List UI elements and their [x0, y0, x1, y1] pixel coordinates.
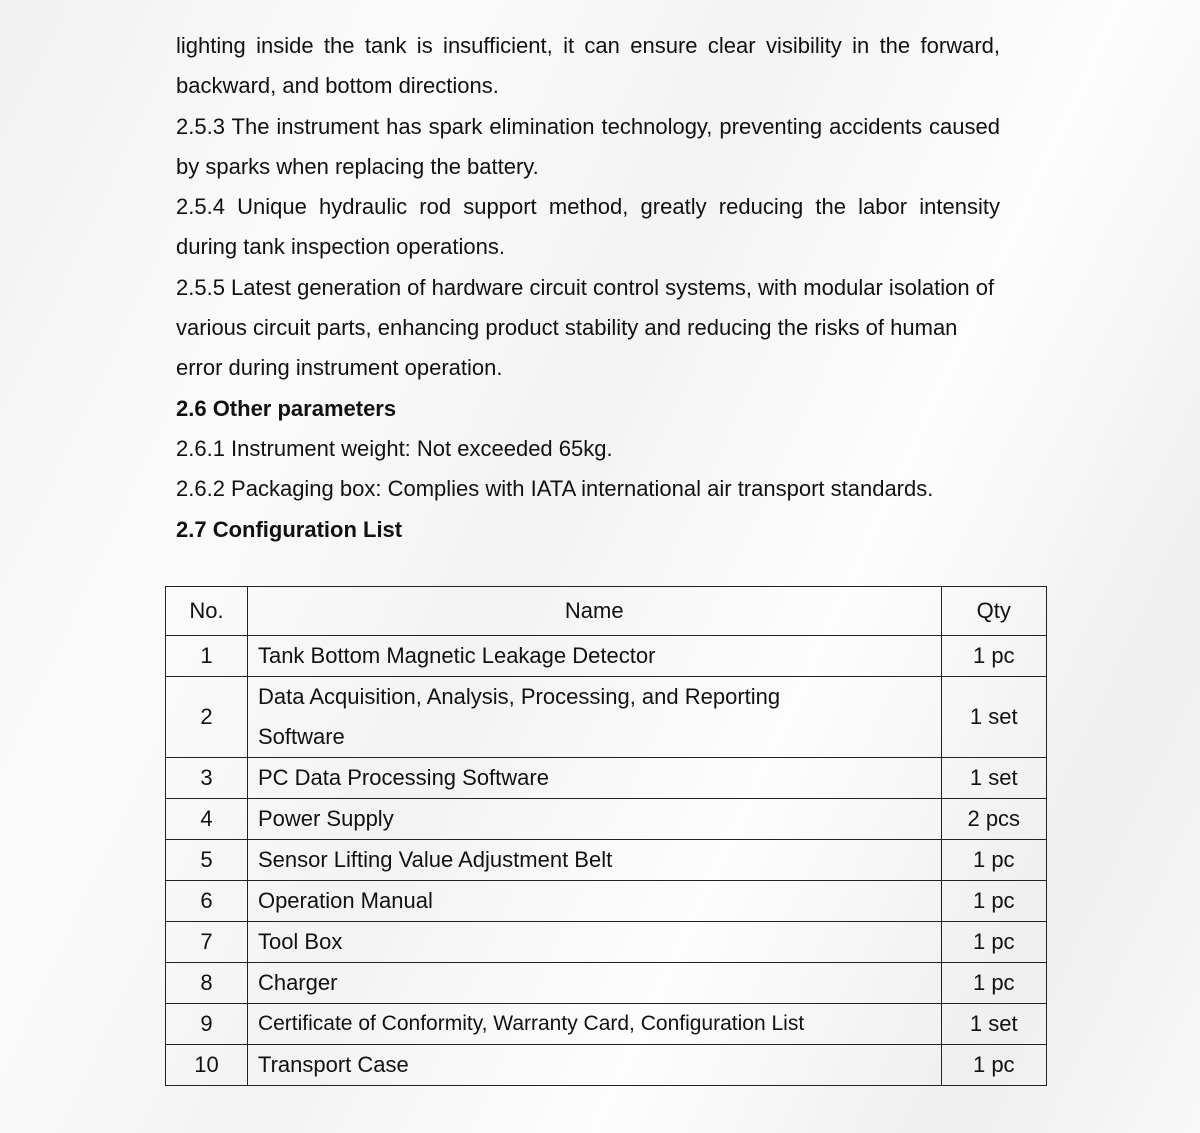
- paragraph-2-6-2: 2.6.2 Packaging box: Complies with IATA international air transport standards.: [176, 476, 934, 502]
- cell-name: Tool Box: [247, 922, 941, 963]
- cell-qty: 1 pc: [941, 636, 1046, 677]
- document-body: [176, 26, 1000, 550]
- cell-no: 9: [166, 1004, 248, 1045]
- heading-2-6: 2.6 Other parameters: [176, 395, 397, 421]
- cell-qty: 1 pc: [941, 881, 1046, 922]
- paragraph-2-6-1: 2.6.1 Instrument weight: Not exceeded 65kg.: [176, 435, 613, 461]
- cell-no: 7: [166, 922, 248, 963]
- header-name: Name: [247, 587, 941, 636]
- cell-no: 8: [166, 963, 248, 1004]
- cell-qty: 1 set: [941, 758, 1046, 799]
- table-row: [166, 963, 1047, 1004]
- configuration-table: [165, 586, 1047, 1086]
- cell-name: Transport Case: [247, 1045, 941, 1086]
- cell-name: Sensor Lifting Value Adjustment Belt: [247, 840, 941, 881]
- cell-no: 10: [166, 1045, 248, 1086]
- cell-no: 4: [166, 799, 248, 840]
- cell-no: 6: [166, 881, 248, 922]
- cell-no: 2: [166, 677, 248, 758]
- table-row: [166, 799, 1047, 840]
- table-row: [166, 758, 1047, 799]
- heading-2-7: 2.7 Configuration List: [176, 516, 403, 542]
- cell-qty: 1 pc: [941, 922, 1046, 963]
- table-row: [166, 636, 1047, 677]
- cell-name: Data Acquisition, Analysis, Processing, and Reporting Software: [247, 677, 941, 758]
- cell-no: 1: [166, 636, 248, 677]
- cell-no: 3: [166, 758, 248, 799]
- cell-qty: 1 set: [941, 677, 1046, 758]
- header-no: No.: [166, 587, 248, 636]
- cell-name: Certificate of Conformity, Warranty Card, Configuration List: [247, 1004, 941, 1045]
- cell-qty: 1 pc: [941, 963, 1046, 1004]
- cell-qty: 1 pc: [941, 840, 1046, 881]
- paragraph-2-5-4: 2.5.4 Unique hydraulic rod support method, greatly reducing the labor intensity during tank inspection operations.: [176, 194, 1000, 260]
- table-row: [166, 1045, 1047, 1086]
- table-row: [166, 840, 1047, 881]
- table-row: [166, 1004, 1047, 1045]
- cell-name: Operation Manual: [247, 881, 941, 922]
- cell-name: Tank Bottom Magnetic Leakage Detector: [247, 636, 941, 677]
- table-row: [166, 881, 1047, 922]
- cell-name: Power Supply: [247, 799, 941, 840]
- paragraph-2-5-3: 2.5.3 The instrument has spark elimination technology, preventing accidents caused by sparks when replacing the battery.: [176, 113, 1000, 179]
- table-row: [166, 677, 1047, 758]
- cell-qty: 1 set: [941, 1004, 1046, 1045]
- table-header-row: [166, 587, 1047, 636]
- cell-no: 5: [166, 840, 248, 881]
- paragraph-lighting: lighting inside the tank is insufficient, it can ensure clear visibility in the forward, backward, and bottom directions.: [176, 33, 1000, 99]
- table-row: [166, 922, 1047, 963]
- cell-name: PC Data Processing Software: [247, 758, 941, 799]
- cell-name: Charger: [247, 963, 941, 1004]
- cell-qty: 1 pc: [941, 1045, 1046, 1086]
- cell-qty: 2 pcs: [941, 799, 1046, 840]
- header-qty: Qty: [941, 587, 1046, 636]
- paragraph-2-5-5: 2.5.5 Latest generation of hardware circuit control systems, with modular isolation of various circuit parts, enhancing product stability and reducing the risks of human error during instrument operation.: [176, 274, 995, 381]
